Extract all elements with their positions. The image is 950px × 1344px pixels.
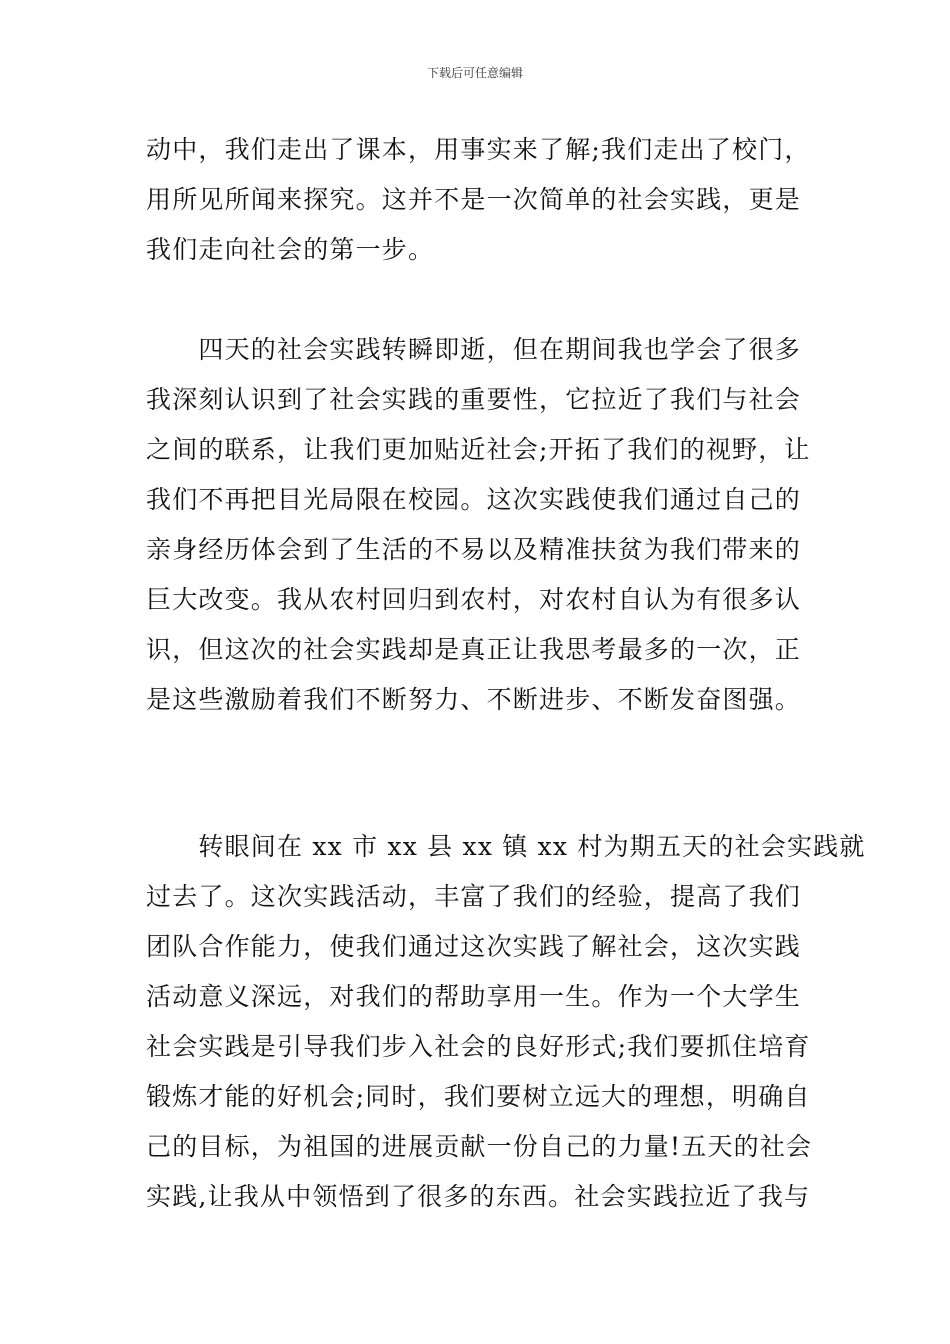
- text-line: 过去了。这次实践活动，丰富了我们的经验，提高了我们: [146, 882, 802, 911]
- text-line: 是这些激励着我们不断努力、不断进步、不断发奋图强。: [146, 685, 802, 714]
- page-header: 下载后可任意编辑: [426, 66, 523, 80]
- text-line: 亲身经历体会到了生活的不易以及精准扶贫为我们带来的: [146, 535, 802, 564]
- text-line: 活动意义深远，对我们的帮助享用一生。作为一个大学生: [146, 982, 802, 1011]
- text-line: 社会实践是引导我们步入社会的良好形式;我们要抓住培育: [146, 1032, 811, 1061]
- paragraph-1: [146, 125, 816, 275]
- text-line: 我深刻认识到了社会实践的重要性，它拉近了我们与社会: [146, 385, 802, 414]
- text-line: 巨大改变。我从农村回归到农村，对农村自认为有很多认: [146, 585, 802, 614]
- text-line: 用所见所闻来探究。这并不是一次简单的社会实践，更是: [146, 185, 802, 214]
- text-line: 团队合作能力，使我们通过这次实践了解社会，这次实践: [146, 932, 802, 961]
- text-line: 动中，我们走出了课本，用事实来了解;我们走出了校门，: [146, 135, 811, 164]
- text-line: 识，但这次的社会实践却是真正让我思考最多的一次，正: [146, 635, 802, 664]
- text-line: 己的目标，为祖国的进展贡献一份自己的力量!五天的社会: [146, 1132, 813, 1161]
- text-line: 之间的联系，让我们更加贴近社会;开拓了我们的视野，让: [146, 435, 811, 464]
- text-line: 我们走向社会的第一步。: [146, 235, 435, 264]
- text-line: 锻炼才能的好机会;同时，我们要树立远大的理想，明确自: [146, 1082, 811, 1111]
- text-line: 转眼间在 xx 市 xx 县 xx 镇 xx 村为期五天的社会实践就: [146, 832, 866, 861]
- text-line: 实践,让我从中领悟到了很多的东西。社会实践拉近了我与: [146, 1182, 811, 1211]
- text-line: 四天的社会实践转瞬即逝，但在期间我也学会了很多: [146, 335, 802, 364]
- paragraph-3: [146, 822, 866, 1222]
- paragraph-2: [146, 325, 816, 725]
- text-line: 我们不再把目光局限在校园。这次实践使我们通过自己的: [146, 485, 802, 514]
